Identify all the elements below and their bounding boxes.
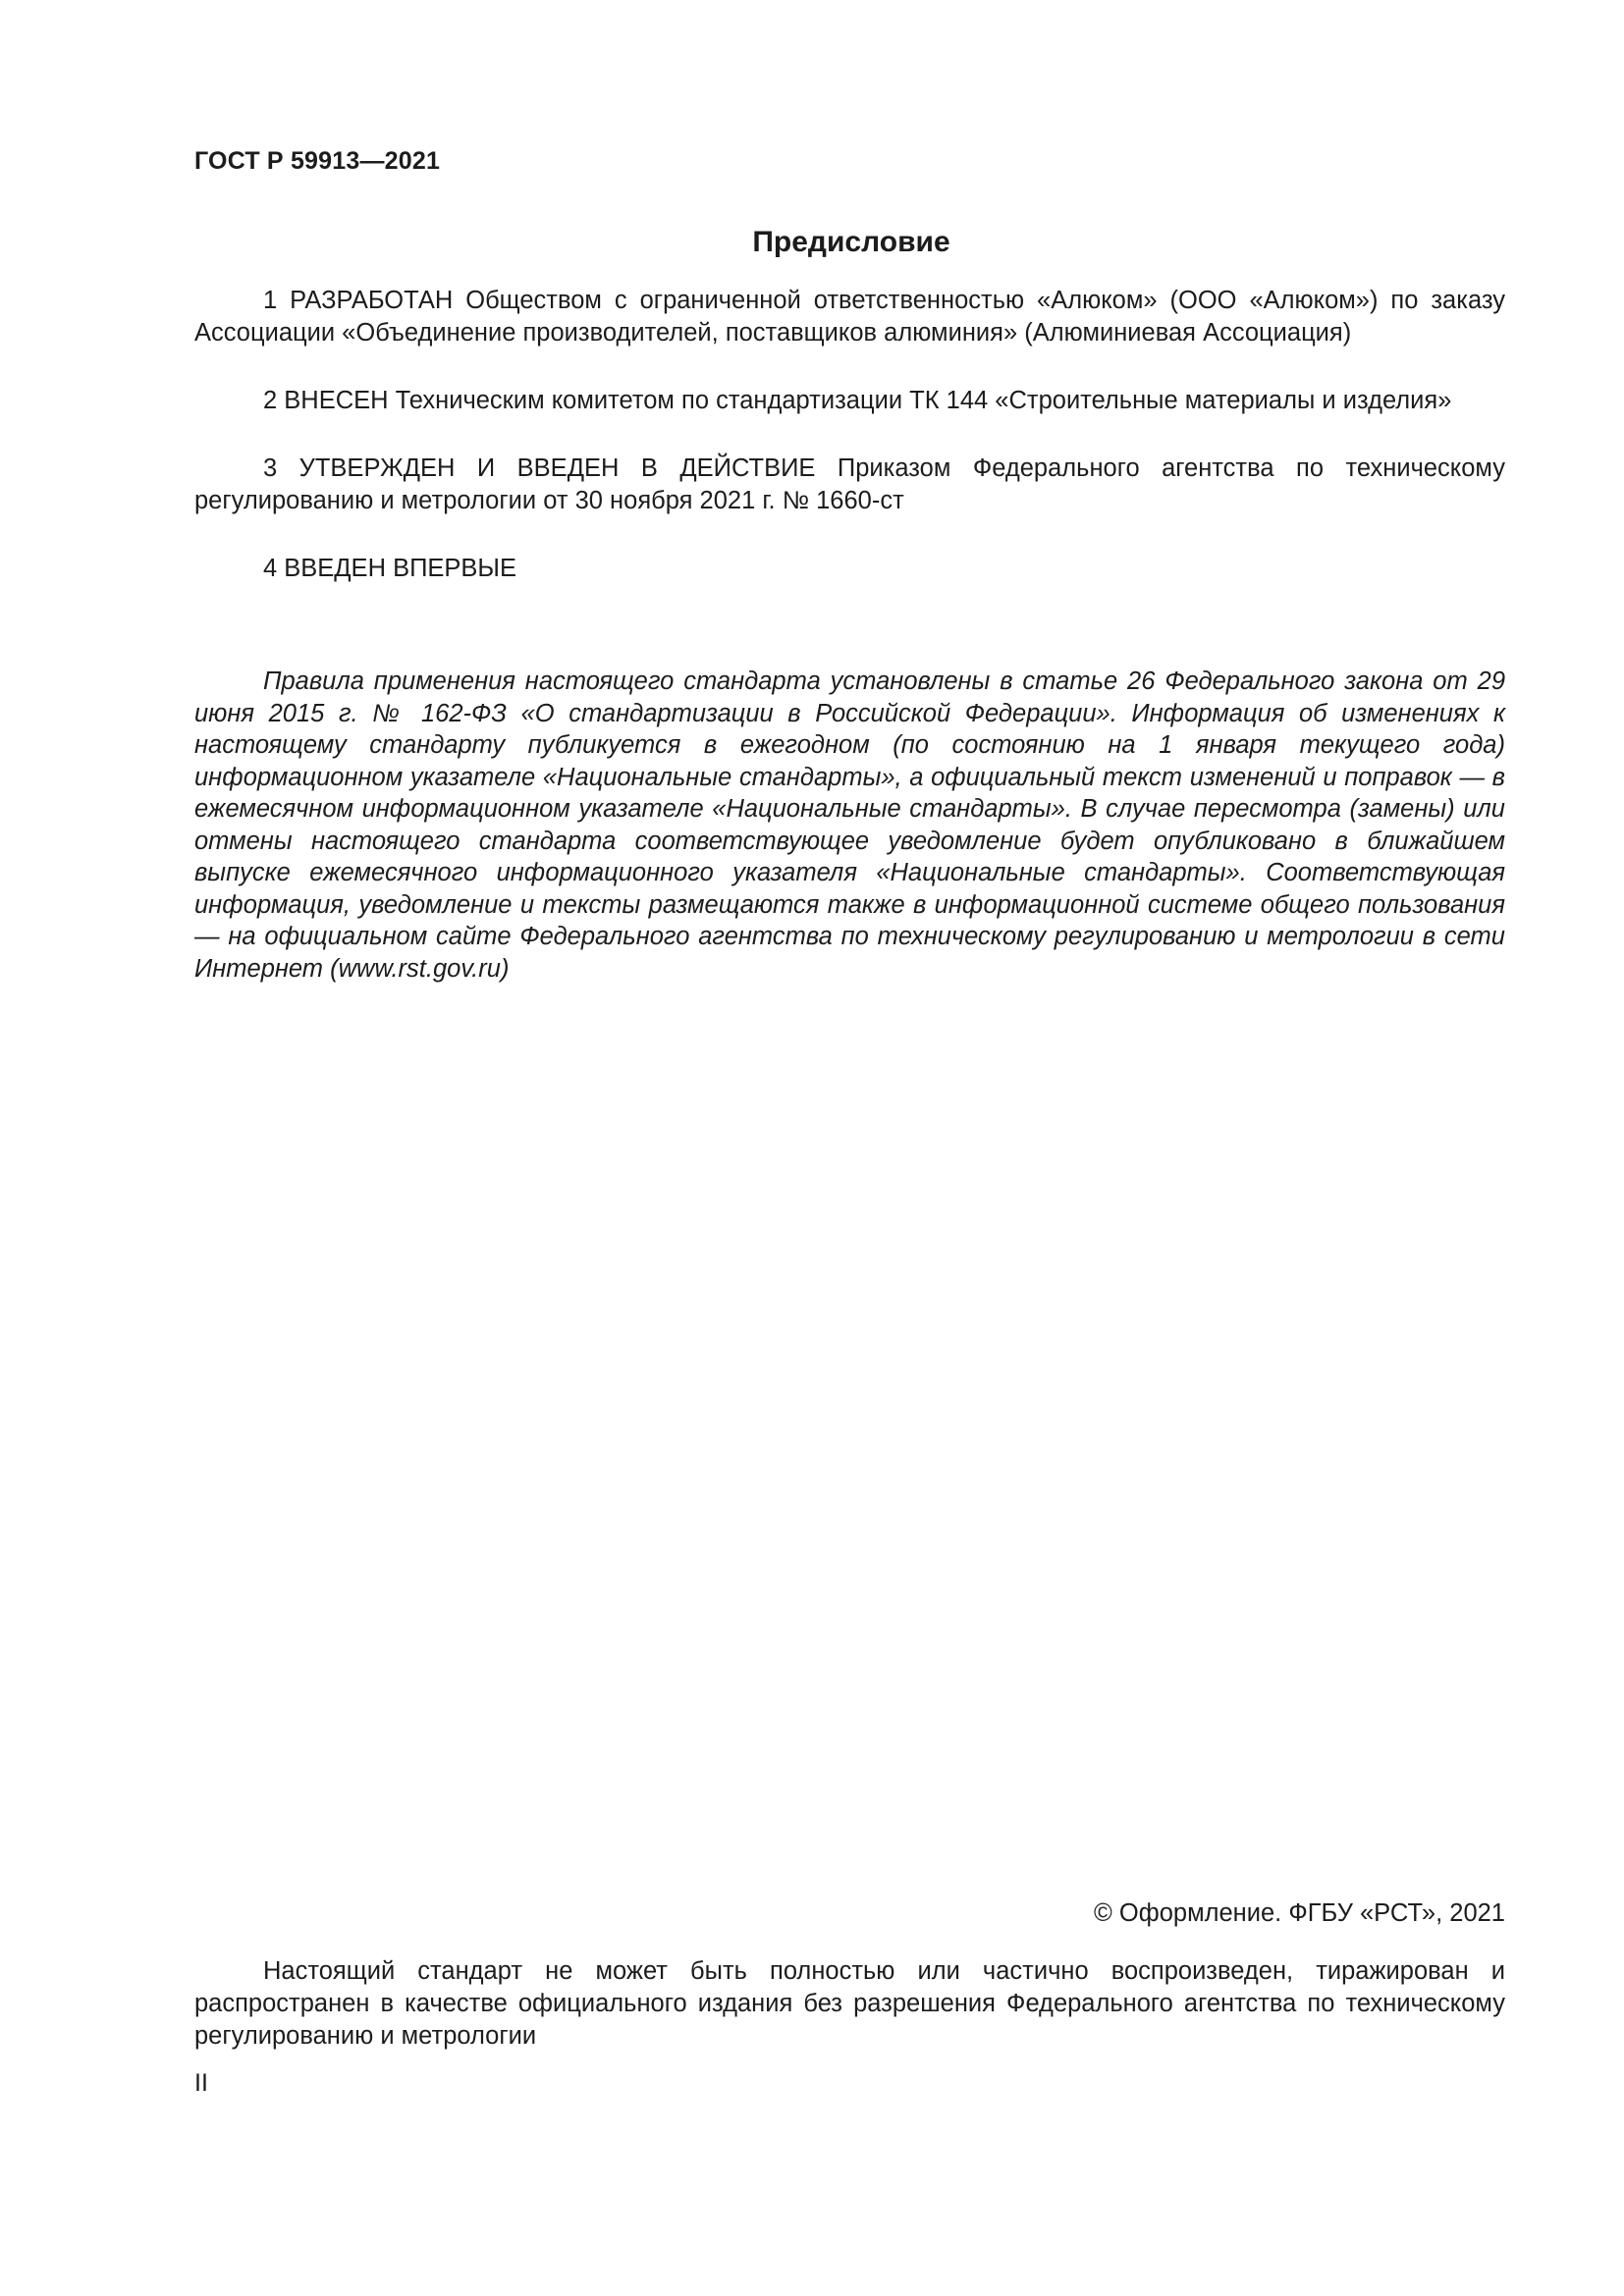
reproduction-notice: Настоящий стандарт не может быть полностью или частично воспроизведен, тиражирован и распространен в качестве официального издания без разрешения Федерального агентства по техническому регулированию и метрологии <box>194 1957 1505 2050</box>
document-number-header: ГОСТ Р 59913—2021 <box>194 147 441 175</box>
foreword-title: Предисловие <box>752 226 950 258</box>
foreword-item-first-introduced: 4 ВВЕДЕН ВПЕРВЫЕ <box>263 555 517 582</box>
page-number: II <box>194 2069 208 2097</box>
foreword-item-introduced: 2 ВНЕСЕН Техническим комитетом по стандартизации ТК 144 «Строительные материалы и изделия» <box>263 387 1452 414</box>
foreword-item-approved: 3 УТВЕРЖДЕН И ВВЕДЕН В ДЕЙСТВИЕ Приказом Федерального агентства по техническому регулированию и метрологии от 30 ноября 2021 г. № 1660-ст <box>194 454 1505 514</box>
foreword-item-developed: 1 РАЗРАБОТАН Обществом с ограниченной ответственностью «Алюком» (ООО «Алюком») по заказу Ассоциации «Объединение производителей, поставщиков алюминия» (Алюминиевая Ассоциация) <box>194 287 1505 347</box>
foreword-body <box>194 285 1505 1020</box>
rules-of-application-note: Правила применения настоящего стандарта установлены в статье 26 Федерального закона от 29 июня 2015 г. № 162-ФЗ «О стандартизации в Российской Федерации». Информация об изменениях к настоящему стандарту публикуется в ежегодном (по состоянию на 1 января текущего года) информационном указателе «Национальные стандарты», а официальный текст изменений и поправок — в ежемесячном информационном указателе «Национальные стандарты». В случае пересмотра (замены) или отмены настоящего стандарта соответствующее уведомление будет опубликовано в ближайшем выпуске ежемесячного информационного указателя «Национальные стандарты». Соответствующая информация, уведомление и тексты размещаются также в информационной системе общего пользования — на официальном сайте Федерального агентства по техническому регулированию и метрологии в сети Интернет (www.rst.gov.ru) <box>194 667 1505 983</box>
copyright-line: © Оформление. ФГБУ «РСТ», 2021 <box>1094 1899 1505 1927</box>
